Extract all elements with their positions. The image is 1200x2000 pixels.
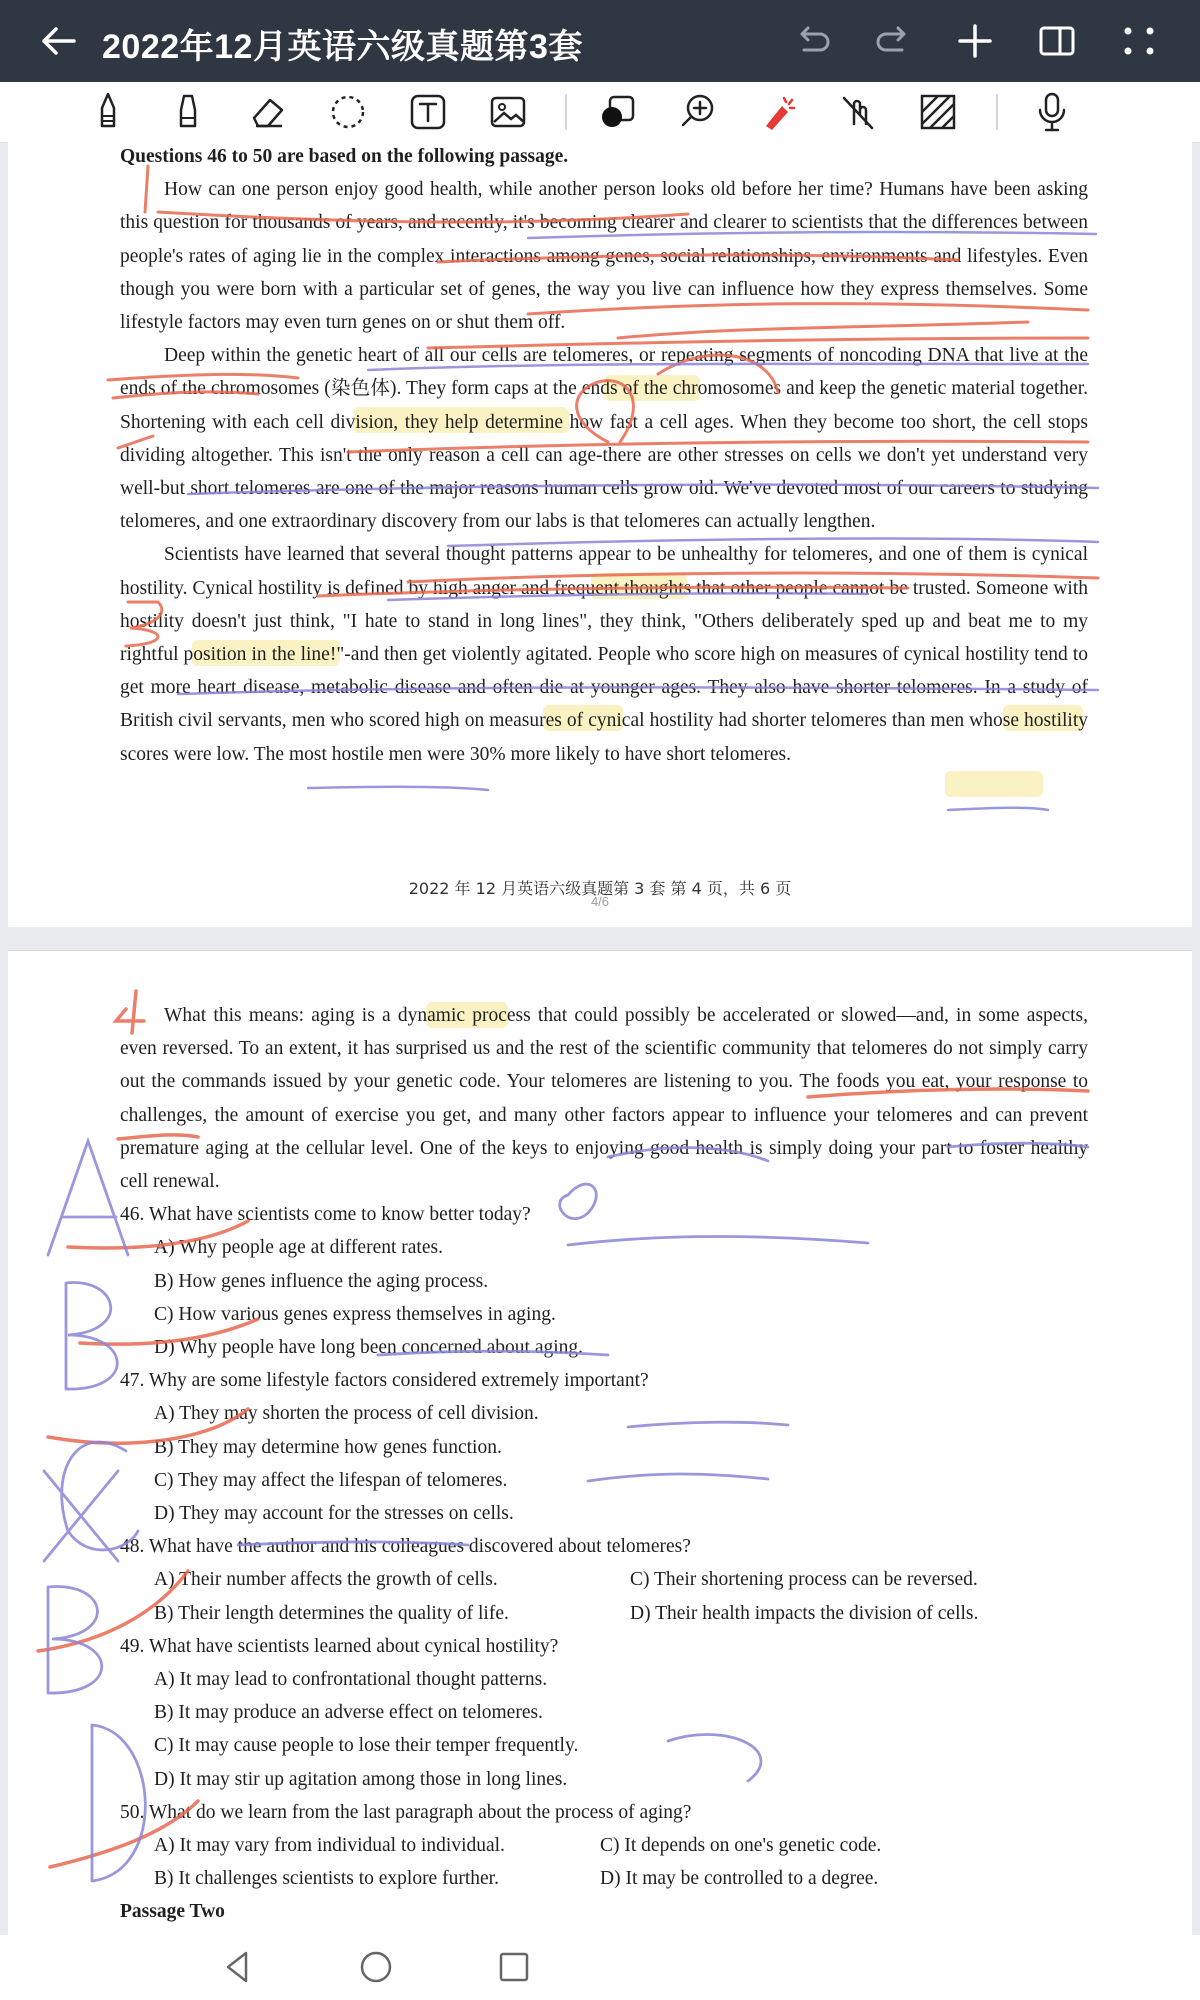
paragraph-3: Scientists have learned that several thought patterns appear to be unhealthy for telomeres, and one of them is cynical hostility. Cynical hostility is defined by high anger and frequent thoughts that other people cannot be trusted. Someone with hostility doesn't just think, "I hate to stand in long lines", they think, "Others deliberately sped up and beat me to my rightful position in the line!"-and then get violently agitated. People who score high on measures of cynical hostility tend to get more heart disease, metabolic disease and often die at younger ages. They also have shorter telomeres. In a study of British civil servants, men who scored high on measures of cynical hostility had shorter telomeres than men whose hostility scores were low. The most hostile men were 30% more likely to have short telomeres. [120,544,1088,765]
highlighter-icon[interactable] [164,88,212,136]
nav-back-icon[interactable] [214,1943,262,1991]
section-heading: Questions 46 to 50 are based on the following passage. [120,146,569,167]
system-navigation-bar [0,1935,1200,2000]
toolbar-divider [565,94,567,130]
option-47d: D) They may account for the stresses on cells. [154,1503,514,1525]
options-50-row-2 [120,1862,1088,1895]
option-47c: C) They may affect the lifespan of telomeres. [154,1469,508,1491]
image-icon[interactable] [484,88,532,136]
option-50a: A) It may vary from individual to individual. [154,1835,505,1857]
drawing-toolbar [0,82,1200,143]
options-48-row-2 [120,1597,1088,1630]
toolbar-divider [996,94,998,130]
lasso-icon[interactable] [324,88,372,136]
option-50d: D) It may be controlled to a degree. [600,1868,879,1890]
app-bar [0,0,1200,82]
page-indicator: 4/6 [590,894,610,909]
microphone-icon[interactable] [1028,88,1076,136]
document-page-4[interactable] [8,142,1192,927]
option-46a: A) Why people age at different rates. [154,1237,443,1259]
option-47a: A) They may shorten the process of cell division. [154,1403,539,1425]
document-page-5[interactable] [8,950,1192,1936]
touch-toggle-icon[interactable] [834,88,882,136]
passage-text-page-2 [120,999,1088,1929]
more-icon[interactable] [1114,16,1164,66]
option-49b: B) It may produce an adverse effect on telomeres. [154,1702,543,1724]
passage-text-page-1 [120,142,1088,771]
option-48b: B) Their length determines the quality of life. [154,1602,509,1624]
shape-icon[interactable] [594,88,642,136]
question-47: 47. Why are some lifestyle factors considered extremely important? [120,1370,649,1392]
paragraph-4: What this means: aging is a dynamic process that could possibly be accelerated or slowed—and, in some aspects, even reversed. To an extent, it has surprised us and the rest of the scientific community that telomeres do not simply carry out the commands issued by your genetic code. Your telomeres are listening to you. The foods you eat, your response to challenges, the amount of exercise you get, and many other factors appear to influence your telomeres and can prevent premature aging at the cellular level. One of the keys to enjoying good health is simply doing your part to foster healthy cell renewal. [120,1005,1088,1193]
eraser-icon[interactable] [244,88,292,136]
option-49d: D) It may stir up agitation among those in long lines. [154,1768,568,1790]
option-50b: B) It challenges scientists to explore further. [154,1868,499,1890]
nav-recents-icon[interactable] [490,1943,538,1991]
option-49a: A) It may lead to confrontational thought patterns. [154,1669,548,1691]
paragraph-2: Deep within the genetic heart of all our cells are telomeres, or repeating segments of noncoding DNA that live at the ends of the chromosomes (染色体). They form caps at the ends of the chromosomes and keep the genetic material together. Shortening with each cell division, they help determine how fast a cell ages. When they become too short, the cell stops dividing altogether. This isn't the only reason a cell can age-there are other stresses on cells we don't yet understand very well-but short telomeres are one of the major reasons human cells grow old. We've devoted most of our careers to studying telomeres, and one extraordinary discovery from our labs is that telomeres can actually lengthen. [120,345,1088,533]
pattern-icon[interactable] [914,88,962,136]
option-48a: A) Their number affects the growth of cells. [154,1569,498,1591]
laser-pointer-icon[interactable] [754,88,802,136]
nav-home-icon[interactable] [352,1943,400,1991]
options-50-row-1 [120,1829,1088,1862]
option-47b: B) They may determine how genes function. [154,1436,502,1458]
option-49c: C) It may cause people to lose their temper frequently. [154,1735,579,1757]
add-icon[interactable] [950,16,1000,66]
split-view-icon[interactable] [1032,16,1082,66]
pen-icon[interactable] [84,88,132,136]
option-48c: C) Their shortening process can be reversed. [630,1569,978,1591]
undo-icon[interactable] [788,16,838,66]
option-48d: D) Their health impacts the division of cells. [630,1602,979,1624]
question-48: 48. What have the author and his colleagues discovered about telomeres? [120,1536,691,1558]
option-46b: B) How genes influence the aging process. [154,1270,489,1292]
question-50: 50. What do we learn from the last paragraph about the process of aging? [120,1801,692,1823]
options-48-row-1 [120,1563,1088,1596]
paragraph-1: How can one person enjoy good health, while another person looks old before her time? Humans have been asking this question for thousands of years, and recently, it's becoming clearer and clearer to scientists that the differences between people's rates of aging lie in the complex interactions among genes, social relationships, environments and lifestyles. Even though you were born with a particular set of genes, the way you live can influence how they express themselves. Some lifestyle factors may even turn genes on or shut them off. [120,179,1088,334]
next-section-heading: Passage Two [120,1901,225,1923]
text-tool-icon[interactable] [404,88,452,136]
document-title: 2022年12月英语六级真题第3套 [102,28,583,66]
option-50c: C) It depends on one's genetic code. [600,1835,882,1857]
back-arrow-icon[interactable] [34,16,84,66]
question-49: 49. What have scientists learned about cynical hostility? [120,1635,559,1657]
option-46c: C) How various genes express themselves in aging. [154,1303,556,1325]
question-46: 46. What have scientists come to know better today? [120,1204,531,1226]
zoom-icon[interactable] [674,88,722,136]
option-46d: D) Why people have long been concerned about aging. [154,1337,584,1359]
page-footer: 2022 年 12 月英语六级真题第 3 套 第 4 页，共 6 页 [408,879,792,898]
redo-icon[interactable] [868,16,918,66]
